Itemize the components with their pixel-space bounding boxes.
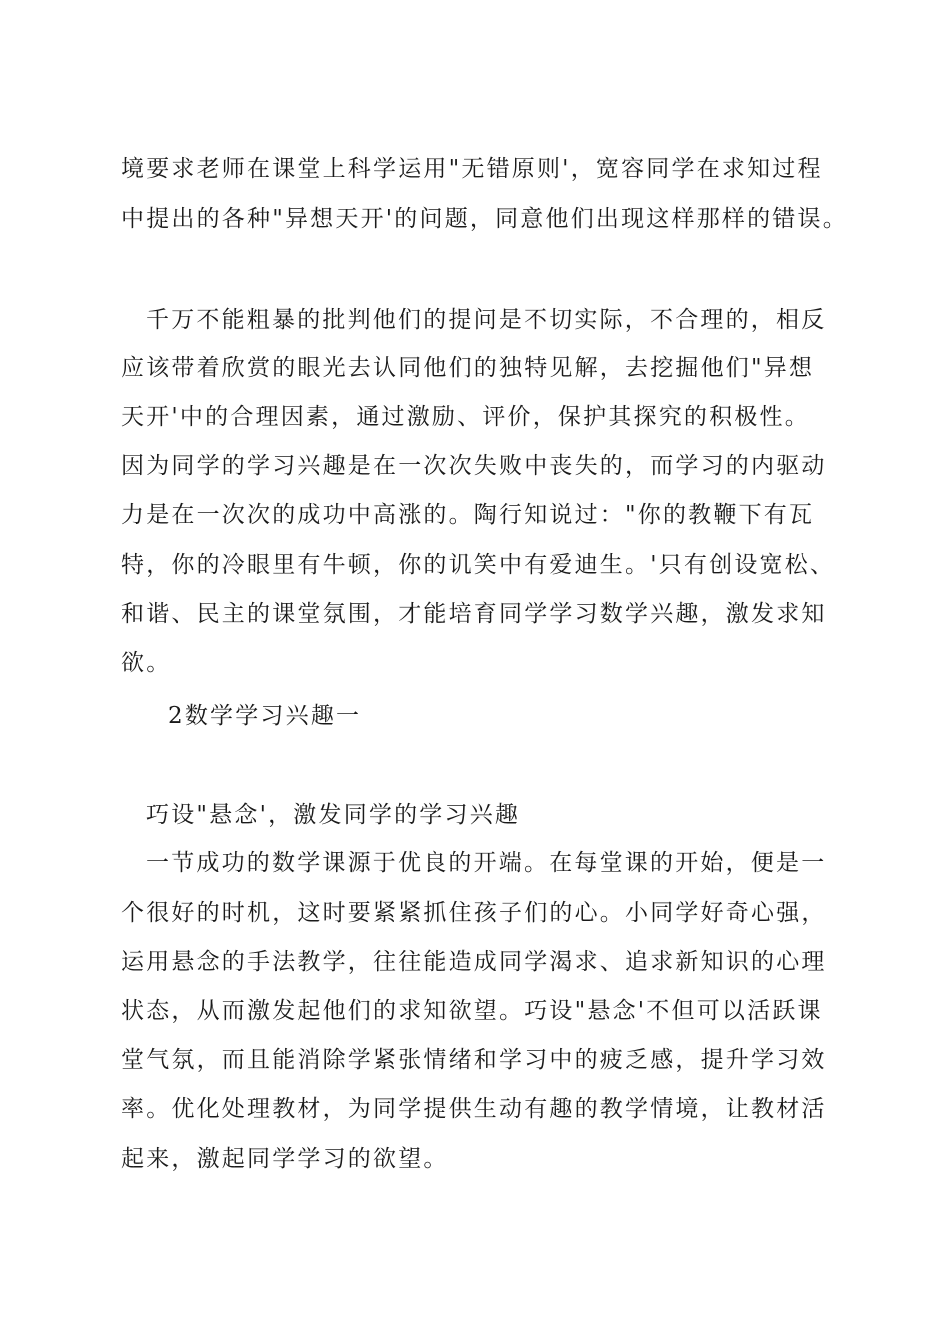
paragraph-line: 力是在一次次的成功中高涨的。陶行知说过："你的教鞭下有瓦 <box>121 502 815 528</box>
paragraph-line: 一节成功的数学课源于优良的开端。在每堂课的开始，便是一 <box>146 850 827 876</box>
paragraph-line: 天开'中的合理因素，通过激励、评价，保护其探究的积极性。 <box>121 404 810 430</box>
paragraph-line: 中提出的各种"异想天开'的问题，同意他们出现这样那样的错误。 <box>121 206 848 232</box>
paragraph-line: 个很好的时机，这时要紧紧抓住孩子们的心。小同学好奇心强， <box>121 900 827 926</box>
paragraph-line: 和谐、民主的课堂氛围，才能培育同学学习数学兴趣，激发求知 <box>121 601 827 627</box>
section-heading: 2数学学习兴趣一 <box>168 703 362 729</box>
paragraph-line: 运用悬念的手法教学，往往能造成同学渴求、追求新知识的心理 <box>121 949 827 975</box>
paragraph-line: 应该带着欣赏的眼光去认同他们的独特见解，去挖掘他们"异想 <box>121 355 815 381</box>
paragraph-line: 状态，从而激发起他们的求知欲望。巧设"悬念'不但可以活跃课 <box>121 998 823 1024</box>
paragraph-line: 因为同学的学习兴趣是在一次次失败中丧失的，而学习的内驱动 <box>121 453 827 479</box>
paragraph-line: 千万不能粗暴的批判他们的提问是不切实际，不合理的，相反 <box>146 307 827 333</box>
paragraph-line: 境要求老师在课堂上科学运用"无错原则'，宽容同学在求知过程 <box>121 156 823 182</box>
paragraph-line: 堂气氛，而且能消除学紧张情绪和学习中的疲乏感，提升学习效 <box>121 1047 827 1073</box>
paragraph-line: 欲。 <box>121 650 172 676</box>
paragraph-line: 起来，激起同学学习的欲望。 <box>121 1146 449 1172</box>
paragraph-line: 率。优化处理教材，为同学提供生动有趣的教学情境，让教材活 <box>121 1096 827 1122</box>
paragraph-line: 特，你的冷眼里有牛顿，你的讥笑中有爱迪生。'只有创设宽松、 <box>121 552 836 578</box>
subheading: 巧设"悬念'，激发同学的学习兴趣 <box>146 802 521 828</box>
